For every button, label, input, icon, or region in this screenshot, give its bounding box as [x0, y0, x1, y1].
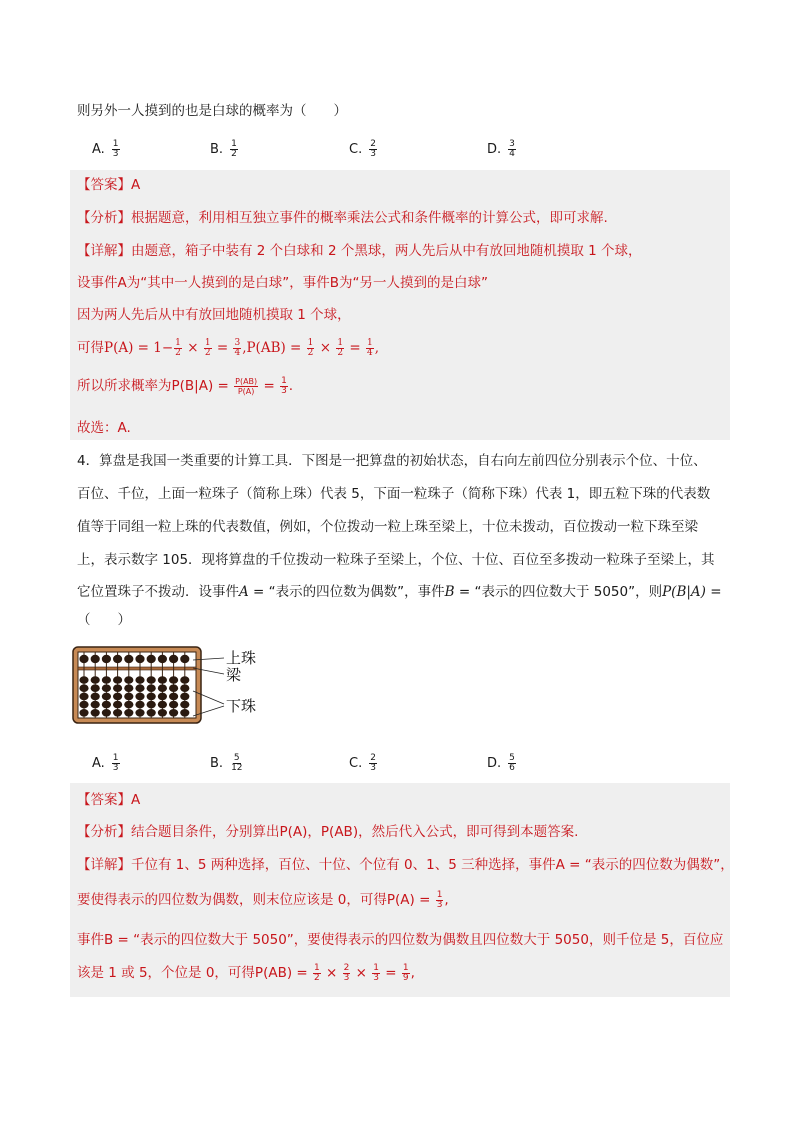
upper-bead — [102, 655, 111, 663]
q4-option-b[interactable] — [210, 754, 245, 773]
q3-detail-3: 因为两人先后从中有放回地随机摸取 1 个球， — [77, 307, 351, 323]
q3-option-c[interactable] — [349, 140, 378, 159]
lower-bead — [79, 676, 88, 684]
lower-bead — [102, 709, 111, 717]
q3-option-b[interactable] — [210, 140, 239, 159]
q3-detail-4: 可得P(A) = 1− $\frac{1}{2}$ × $\frac{1}{2}$ = $\frac{3}{4}$ ,P(AB) = $\frac{1}{2}$ × $\frac{1}{2}$ = $\frac{1}{4}$ , — [77, 338, 379, 358]
lower-bead — [169, 709, 178, 717]
q3-detail-1: 【详解】由题意，箱子中装有 2 个白球和 2 个黑球，两人先后从中有放回地随机摸取 1 个球， — [77, 243, 642, 259]
lower-bead — [180, 693, 189, 701]
lower-bead — [180, 701, 189, 709]
lower-bead — [91, 701, 100, 709]
lower-bead — [91, 709, 100, 717]
q3-answer: 【答案】A — [77, 177, 141, 193]
lower-bead — [113, 701, 122, 709]
lower-bead — [158, 684, 167, 692]
q4-stem-5: 它位置珠子不拨动．设事件A = “表示的四位数为偶数”，事件B = “表示的四位数大于 5050”，则P(B|A) = — [77, 584, 722, 600]
option-label: D. — [487, 756, 502, 771]
lower-bead — [79, 693, 88, 701]
lower-bead — [124, 676, 133, 684]
lower-bead — [135, 701, 144, 709]
q4-stem-4: 上，表示数字 105．现将算盘的千位拨动一粒珠子至梁上，个位、十位、百位至多拨动一粒珠子至梁上，其 — [77, 552, 715, 568]
lower-bead — [124, 701, 133, 709]
q4-detail-3: 事件B = “表示的四位数大于 5050”，要使得表示的四位数为偶数且四位数大于 5050，则千位是 5，百位应 — [77, 932, 724, 948]
lower-bead — [79, 709, 88, 717]
upper-bead — [91, 655, 100, 663]
lower-bead — [135, 693, 144, 701]
option-fraction: $\frac{2}{3}$ — [370, 139, 376, 159]
lower-bead — [147, 693, 156, 701]
lower-bead — [147, 701, 156, 709]
q4-detail-1: 【详解】千位有 1、5 两种选择，百位、十位、个位有 0、1、5 三种选择，事件A = “表示的四位数为偶数”， — [77, 857, 734, 873]
abacus-figure — [72, 646, 272, 728]
label-lower-bead: 下珠 — [226, 697, 257, 715]
lower-bead — [124, 684, 133, 692]
lower-bead — [169, 693, 178, 701]
lower-bead — [113, 709, 122, 717]
option-label: B. — [210, 756, 224, 771]
lower-bead — [113, 676, 122, 684]
lower-bead — [113, 684, 122, 692]
lower-bead — [169, 684, 178, 692]
lower-bead — [91, 693, 100, 701]
lower-bead — [180, 676, 189, 684]
upper-bead — [135, 655, 144, 663]
option-fraction: $\frac{5}{6}$ — [509, 753, 515, 773]
upper-bead — [124, 655, 133, 663]
option-label: B. — [210, 142, 224, 157]
q4-stem-6: （ ） — [77, 612, 131, 628]
option-label: C. — [349, 142, 363, 157]
lower-bead — [135, 676, 144, 684]
q3-conclusion: 故选：A. — [77, 420, 131, 436]
lower-bead — [124, 709, 133, 717]
q4-option-c[interactable] — [349, 754, 378, 773]
q4-option-a[interactable] — [92, 754, 121, 773]
q4-option-d[interactable] — [487, 754, 517, 773]
lower-bead — [124, 693, 133, 701]
lower-bead — [147, 684, 156, 692]
upper-bead — [158, 655, 167, 663]
lower-bead — [91, 684, 100, 692]
lower-bead — [102, 684, 111, 692]
q3-detail-2: 设事件A为“其中一人摸到的是白球”，事件B为“另一人摸到的是白球” — [77, 275, 488, 291]
lower-bead — [180, 709, 189, 717]
label-beam: 梁 — [226, 666, 242, 684]
lower-bead — [169, 701, 178, 709]
lower-bead — [102, 693, 111, 701]
option-label: C. — [349, 756, 363, 771]
q3-stem: 则另外一人摸到的也是白球的概率为（ ） — [77, 103, 347, 119]
lower-bead — [79, 701, 88, 709]
option-fraction: $\frac{1}{2}$ — [231, 139, 237, 159]
option-label: D. — [487, 142, 502, 157]
q3-option-d[interactable] — [487, 140, 517, 159]
option-fraction: $\frac{1}{3}$ — [112, 139, 119, 159]
lower-bead — [135, 709, 144, 717]
lower-bead — [180, 684, 189, 692]
lower-bead — [91, 676, 100, 684]
option-fraction: $\frac{2}{3}$ — [370, 753, 376, 773]
lower-bead — [169, 676, 178, 684]
option-fraction: $\frac{3}{4}$ — [509, 139, 515, 159]
lower-bead — [158, 709, 167, 717]
q4-detail-4: 该是 1 或 5，个位是 0，可得P(AB) = $\frac{1}{2}$ × $\frac{2}{3}$ × $\frac{1}{3}$ = $\frac{1}{9}$ , — [77, 962, 415, 983]
upper-bead — [79, 655, 88, 663]
option-fraction: $\frac{1}{3}$ — [112, 753, 119, 773]
upper-bead — [180, 655, 189, 663]
q3-option-a[interactable] — [92, 140, 121, 159]
lower-bead — [113, 693, 122, 701]
q4-answer: 【答案】A — [77, 792, 141, 808]
option-label: A. — [92, 756, 105, 771]
lower-bead — [147, 676, 156, 684]
lower-bead — [135, 684, 144, 692]
abacus-illustration — [72, 646, 272, 728]
q4-stem-3: 值等于同组一粒上珠的代表数值，例如，个位拨动一粒上珠至梁上，十位未拨动，百位拨动一粒下珠至梁 — [77, 519, 698, 535]
option-label: A. — [92, 142, 105, 157]
q4-stem-1: 4．算盘是我国一类重要的计算工具．下图是一把算盘的初始状态，自右向左前四位分别表示个位、十位、 — [77, 453, 707, 469]
upper-bead — [169, 655, 178, 663]
upper-bead — [147, 655, 156, 663]
lower-bead — [158, 701, 167, 709]
q4-detail-2: 要使得表示的四位数为偶数，则末位应该是 0，可得P(A) = $\frac{1}{3}$ , — [77, 889, 449, 910]
lower-bead — [158, 693, 167, 701]
lower-bead — [147, 709, 156, 717]
q4-stem-2: 百位、千位，上面一粒珠子（简称上珠）代表 5，下面一粒珠子（简称下珠）代表 1，即五粒下珠的代表数 — [77, 486, 711, 502]
q3-analysis: 【分析】根据题意，利用相互独立事件的概率乘法公式和条件概率的计算公式，即可求解. — [77, 210, 608, 226]
label-upper-bead: 上珠 — [226, 649, 257, 667]
lower-bead — [158, 676, 167, 684]
upper-bead — [113, 655, 122, 663]
lower-bead — [102, 701, 111, 709]
option-fraction: $\frac{5}{12}$ — [231, 753, 243, 773]
lower-bead — [79, 684, 88, 692]
lower-bead — [102, 676, 111, 684]
q3-detail-5: 所以所求概率为P(B|A) = $\frac{P(AB)}{P(A)}$ = $\frac{1}{3}$ . — [77, 375, 294, 396]
q4-analysis: 【分析】结合题目条件，分别算出P(A)，P(AB)，然后代入公式，即可得到本题答案. — [77, 824, 579, 840]
